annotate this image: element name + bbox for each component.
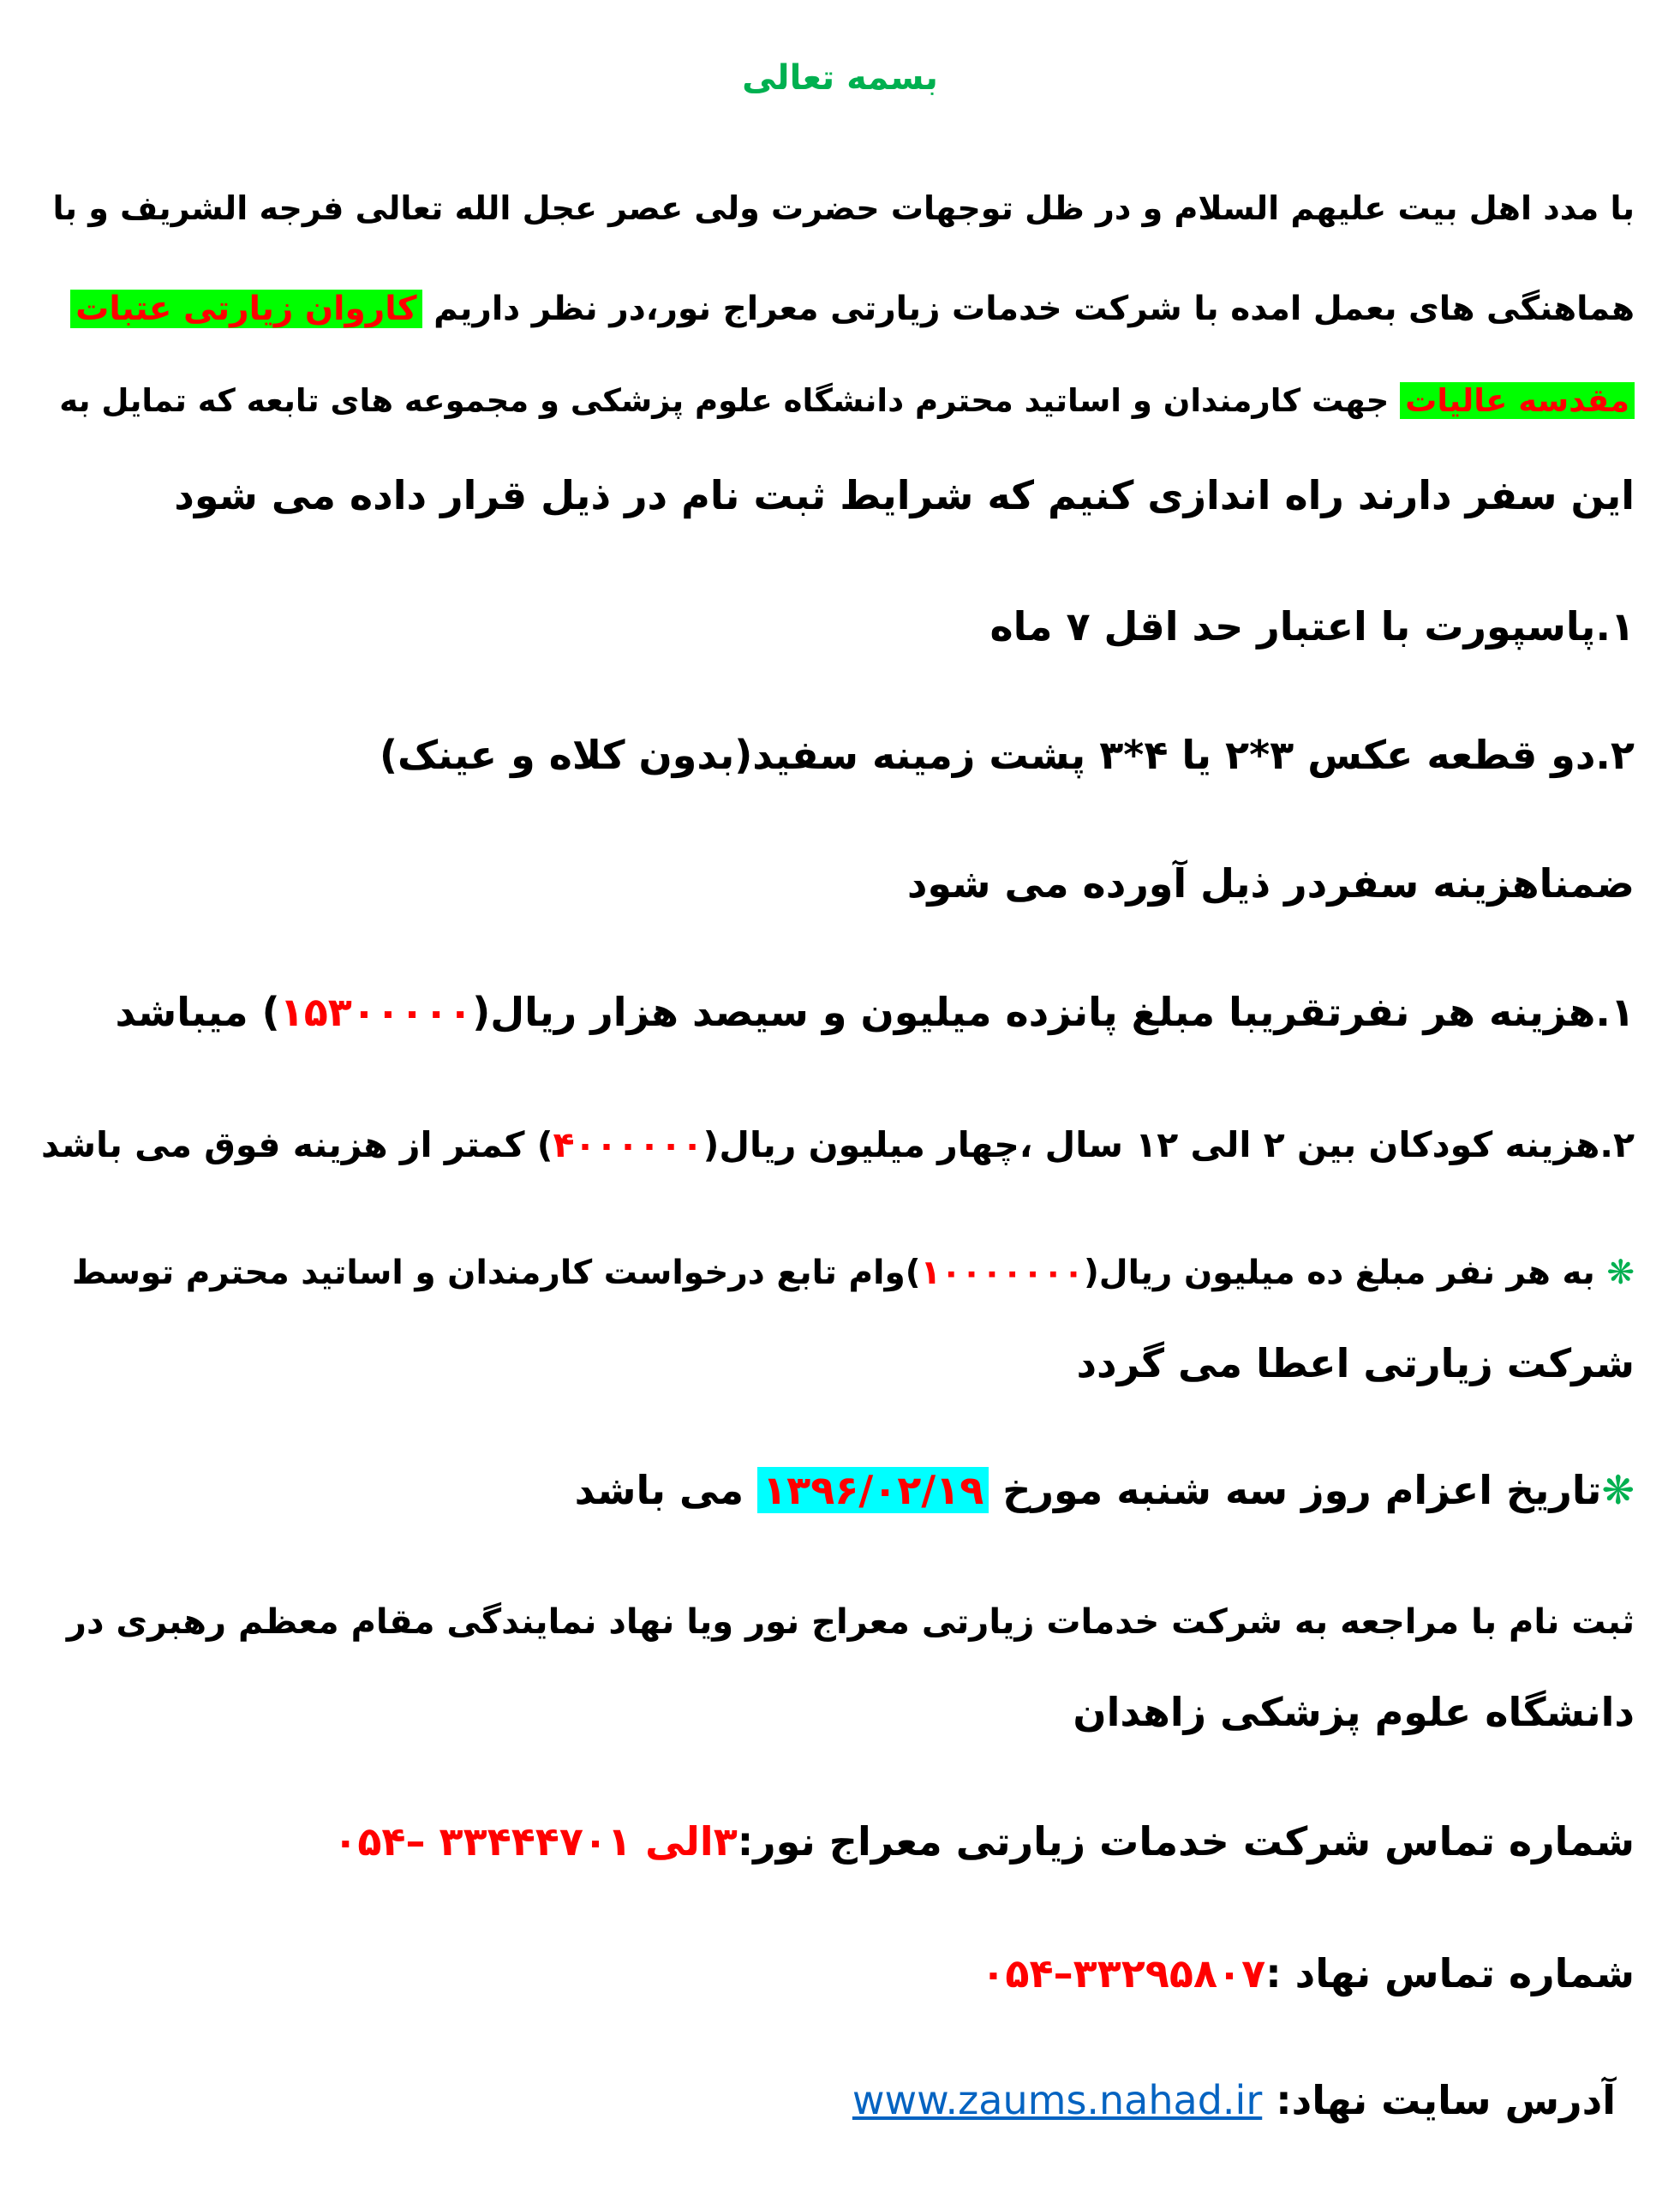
company-phone: ۳الی ۳۳۴۴۴۷۰۱ –۰۵۴: [333, 1818, 738, 1865]
cost-text: ) میباشد: [115, 989, 280, 1035]
requirement-photo: [380, 728, 1635, 781]
cost-children: [41, 1118, 1635, 1171]
intro-text: جهت کارمندان و اساتید محترم دانشگاه علوم پزشکی و مجموعه های تابعه که تمایل به: [59, 382, 1401, 419]
cost-text: ۱.هزینه هر نفرتقریبا مبلغ پانزده میلیون و سیصد هزار ریال(: [472, 989, 1635, 1035]
office-phone: ۰۵۴–۳۳۲۹۵۸۰۷: [981, 1950, 1266, 1996]
cost-adult: [115, 985, 1635, 1039]
loan-text: به هر نفر مبلغ ده میلیون ریال(: [1083, 1254, 1607, 1292]
cost-amount: ۴۰۰۰۰۰۰: [553, 1124, 703, 1165]
intro-text: با مدد اهل بیت علیهم السلام و در ظل توجهات حضرت ولی عصر عجل الله تعالی فرجه الشریف و با: [52, 189, 1635, 227]
loan-line-1: [72, 1247, 1635, 1300]
requirement-text: ۱.پاسپورت با اعتبار حد اقل ۷ ماه: [989, 603, 1635, 650]
website-label: آدرس سایت نهاد:: [1262, 2077, 1616, 2123]
website-line: [852, 2074, 1616, 2127]
requirement-passport: [990, 600, 1635, 653]
caravan-highlight: کاروان زیارتی عتبات: [70, 290, 421, 328]
cost-intro-text: ضمناهزینه سفردر ذیل آورده می شود: [906, 860, 1635, 907]
registration-line-1: [67, 1595, 1635, 1649]
loan-text: شرکت زیارتی اعطا می گردد: [1076, 1340, 1635, 1386]
shrines-highlight: مقدسه عالیات: [1400, 382, 1635, 419]
office-contact: [981, 1947, 1635, 2000]
departure-date-value: ۱۳۹۶/۰۲/۱۹: [757, 1467, 989, 1513]
departure-text: تاریخ اعزام روز سه شنبه مورخ: [989, 1467, 1602, 1513]
cost-text: ۲.هزینه کودکان بین ۲ الی ۱۲ سال ،چهار میلیون ریال(: [702, 1124, 1635, 1165]
intro-line-3: [59, 374, 1635, 428]
departure-date: [575, 1464, 1635, 1517]
contact-label: شماره تماس نهاد :: [1265, 1950, 1635, 1996]
intro-line-1: [52, 182, 1635, 235]
page-title: بسمه تعالی: [742, 58, 938, 98]
asterisk-icon: ❋: [1606, 1254, 1635, 1292]
requirement-text: ۲.دو قطعه عکس ۳*۲ یا ۴*۳ پشت زمینه سفید(بدون کلاه و عینک): [379, 732, 1635, 778]
intro-line-2: [70, 283, 1635, 336]
company-contact: [333, 1815, 1635, 1868]
cost-amount: ۱۵۳۰۰۰۰۰: [279, 989, 473, 1035]
cost-intro: [907, 857, 1635, 910]
intro-text: این سفر دارند راه اندازی کنیم که شرایط ثبت نام در ذیل قرار داده می شود: [174, 472, 1635, 518]
loan-text: )وام تابع درخواست کارمندان و اساتید محترم توسط: [71, 1254, 921, 1292]
intro-line-4: [174, 469, 1635, 522]
asterisk-icon: ❋: [1601, 1467, 1635, 1513]
registration-text: ثبت نام با مراجعه به شرکت خدمات زیارتی معراج نور ویا نهاد نمایندگی مقام معظم رهبری در: [66, 1602, 1635, 1642]
registration-text: دانشگاه علوم پزشکی زاهدان: [1073, 1689, 1635, 1735]
cost-text: ) کمتر از هزینه فوق می باشد: [41, 1124, 553, 1165]
loan-amount: ۱۰۰۰۰۰۰۰: [920, 1254, 1084, 1292]
website-link[interactable]: www.zaums.nahad.ir: [852, 2077, 1263, 2123]
contact-label: شماره تماس شرکت خدمات زیارتی معراج نور:: [737, 1818, 1635, 1865]
loan-line-2: [1076, 1337, 1635, 1390]
registration-line-2: [1073, 1685, 1635, 1739]
departure-text: می باشد: [574, 1467, 758, 1513]
intro-text: هماهنگی های بعمل امده با شرکت خدمات زیارتی معراج نور،در نظر داریم: [421, 290, 1635, 328]
